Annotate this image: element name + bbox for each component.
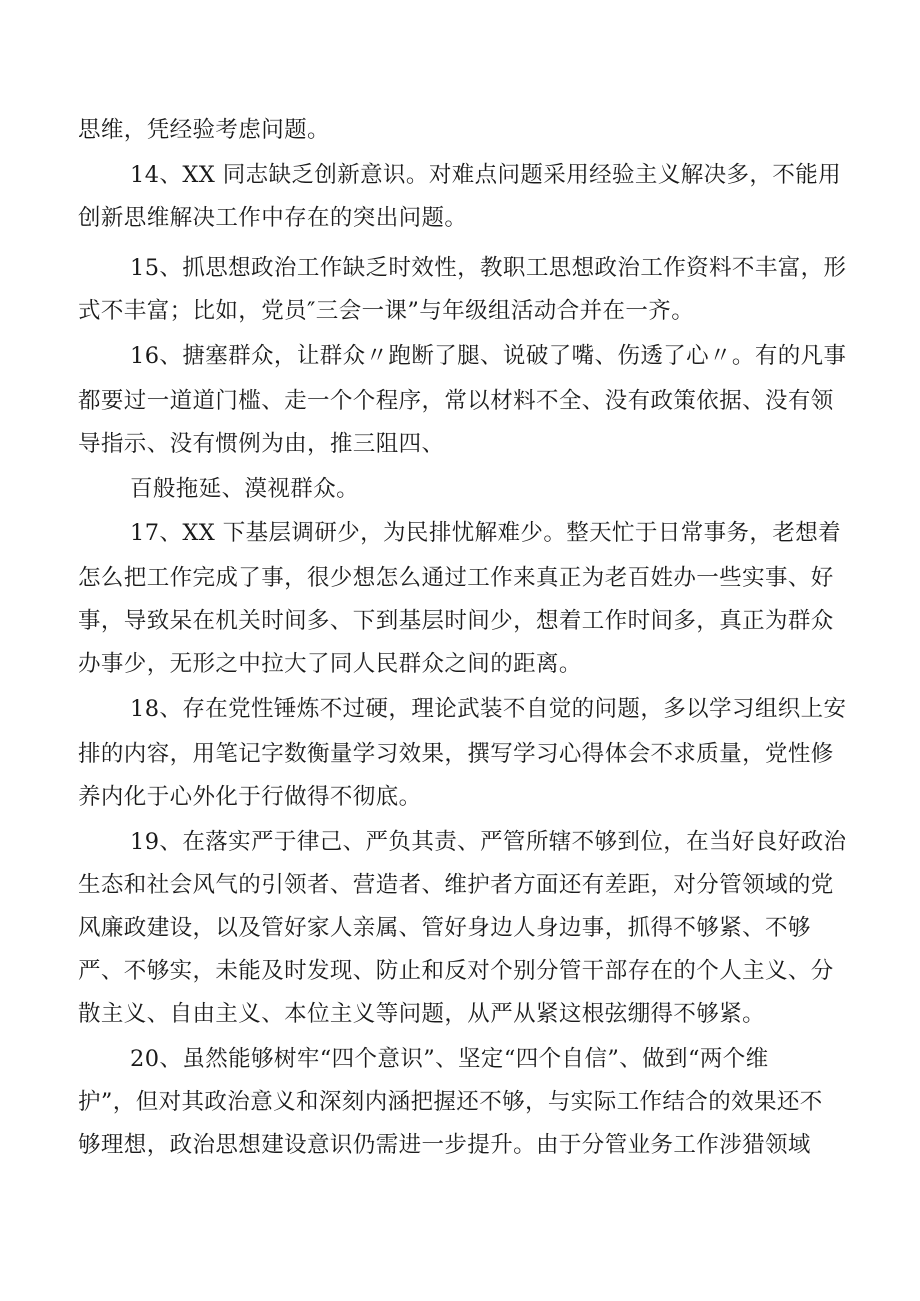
text-line: 怎么把工作完成了事，很少想怎么通过工作来真正为老百姓办一些实事、好 — [78, 565, 834, 591]
text-line-item-16: 16、搪塞群众，让群众〃跑断了腿、说破了嘴、伤透了心〃。有的凡事 — [130, 343, 847, 369]
text-line: 严、不够实，未能及时发现、防止和反对个别分管干部存在的个人主义、分 — [78, 958, 834, 984]
text-line-item-14: 14、XX 同志缺乏创新意识。对难点问题采用经验主义解决多，不能用 — [130, 162, 842, 188]
text-line: 创新思维解决工作中存在的突出问题。 — [78, 205, 468, 231]
text-line-item-17: 17、XX 下基层调研少，为民排忧解难少。整天忙于日常事务，老想着 — [130, 520, 842, 546]
text-line: 风廉政建设，以及管好家人亲属、管好身边人身边事，抓得不够紧、不够 — [78, 915, 811, 941]
text-line: 导指示、没有惯例为由，推三阻四、 — [78, 431, 445, 457]
text-line: 式不丰富；比如，党员″三会一课”与年级组活动合并在一齐。 — [78, 298, 695, 324]
text-line-item-19: 19、在落实严于律己、严负其责、严管所辖不够到位，在当好良好政治 — [130, 829, 847, 855]
text-line: 散主义、自由主义、本位主义等问题，从严从紧这根弦绷得不够紧。 — [78, 1001, 766, 1027]
text-line: 思维，凭经验考虑问题。 — [78, 117, 330, 143]
text-line-item-15: 15、抓思想政治工作缺乏时效性，教职工思想政治工作资料不丰富，形 — [130, 255, 847, 281]
text-line-item-20: 20、虽然能够树牢“四个意识”、坚定“四个自信”、做到“两个维 — [130, 1046, 769, 1072]
text-line: 护”，但对其政治意义和深刻内涵把握还不够，与实际工作结合的效果还不 — [78, 1089, 823, 1115]
text-line: 养内化于心外化于行做得不彻底。 — [78, 784, 422, 810]
text-line: 办事少，无形之中拉大了同人民群众之间的距离。 — [78, 651, 582, 677]
text-line: 都要过一道道门槛、走一个个程序，常以材料不全、没有政策依据、没有领 — [78, 388, 834, 414]
text-line: 够理想，政治思想建设意识仍需进一步提升。由于分管业务工作涉猎领域 — [78, 1132, 811, 1158]
text-line: 事，导致呆在机关时间多、下到基层时间少，想着工作时间多，真正为群众 — [78, 608, 834, 634]
text-line-item-18: 18、存在党性锤炼不过硬，理论武装不自觉的问题，多以学习组织上安 — [130, 696, 847, 722]
text-line: 排的内容，用笔记字数衡量学习效果，撰写学习心得体会不求质量，党性修 — [78, 741, 834, 767]
text-line: 生态和社会风气的引领者、营造者、维护者方面还有差距，对分管领域的党 — [78, 872, 834, 898]
text-line: 百般拖延、漠视群众。 — [130, 476, 360, 502]
